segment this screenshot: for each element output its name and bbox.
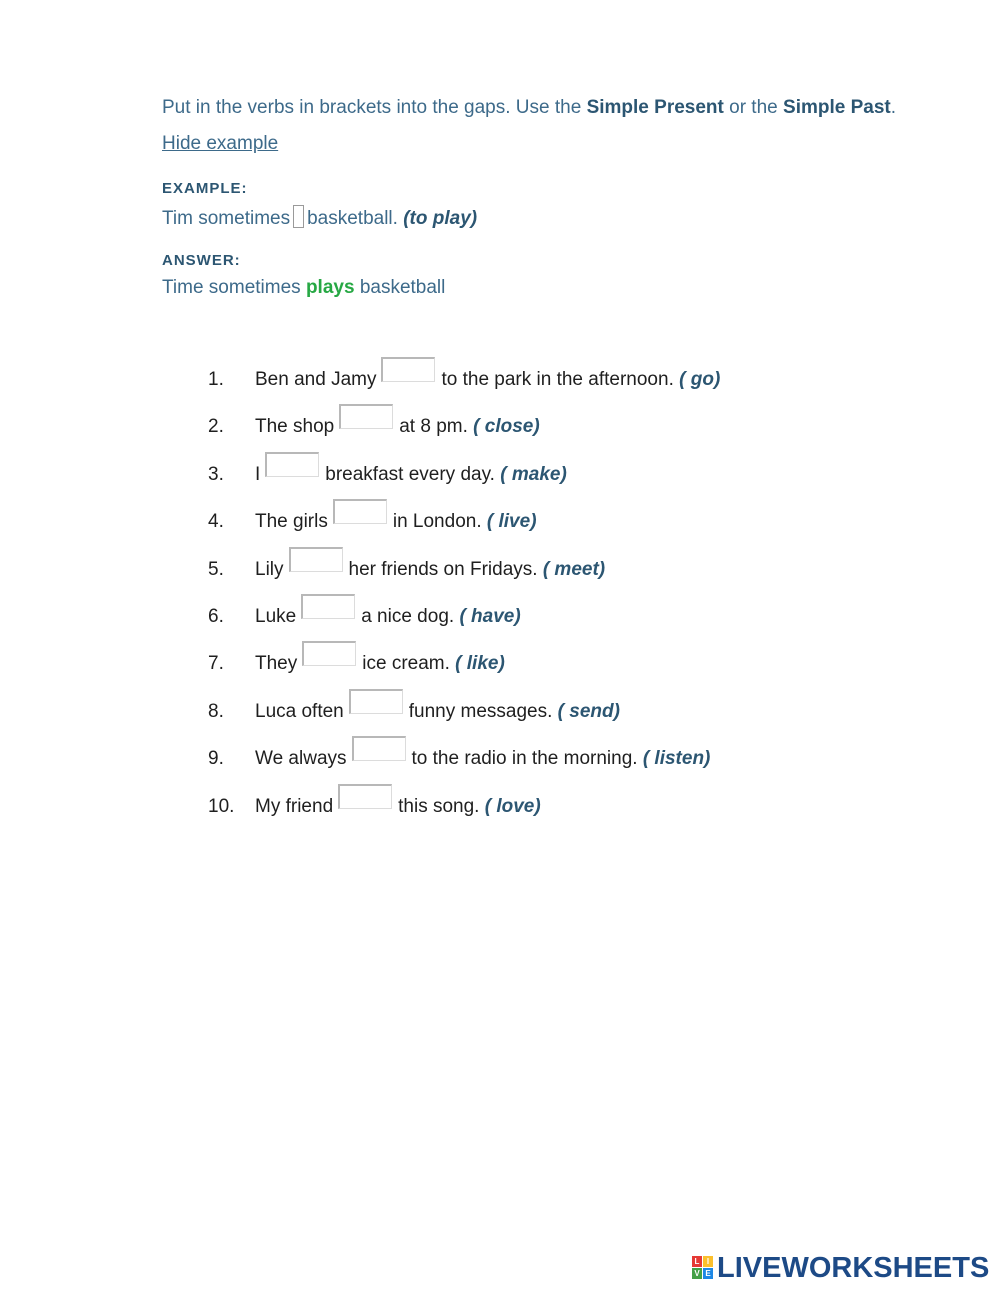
logo-block-i: I bbox=[703, 1256, 713, 1267]
answer-gap-input[interactable] bbox=[381, 357, 435, 382]
instructions-text-3: . bbox=[890, 97, 897, 118]
question-text-after: this song. bbox=[398, 796, 480, 817]
question-text-before: Luca often bbox=[255, 701, 344, 722]
question-text-after: funny messages. bbox=[408, 701, 553, 722]
question-number: 2. bbox=[208, 416, 224, 437]
instructions-bold-simple-past: Simple Past bbox=[783, 97, 891, 118]
verb-hint: ( go) bbox=[679, 369, 721, 390]
example-hint: (to play) bbox=[403, 208, 478, 229]
answer-gap-input[interactable] bbox=[265, 452, 319, 477]
question-text-before: The shop bbox=[255, 416, 335, 437]
question-text-before: I bbox=[255, 464, 261, 485]
question-item bbox=[0, 689, 1000, 729]
answer-gap-input[interactable] bbox=[352, 736, 406, 761]
logo-block-e: E bbox=[703, 1268, 713, 1279]
question-sentence bbox=[255, 499, 537, 533]
verb-hint: ( listen) bbox=[642, 748, 711, 769]
question-text-before: Luke bbox=[255, 606, 297, 627]
answer-gap-input[interactable] bbox=[333, 499, 387, 524]
question-sentence bbox=[255, 784, 541, 818]
instructions bbox=[162, 97, 896, 119]
question-text-before: The girls bbox=[255, 511, 328, 532]
answer-highlight: plays bbox=[305, 277, 355, 298]
logo-block-v: V bbox=[692, 1268, 702, 1279]
verb-hint: ( send) bbox=[557, 701, 620, 722]
answer-gap-input[interactable] bbox=[301, 594, 355, 619]
question-sentence bbox=[255, 547, 605, 581]
answer-gap-input[interactable] bbox=[302, 641, 356, 666]
question-number: 1. bbox=[208, 369, 224, 390]
question-item bbox=[0, 357, 1000, 397]
verb-hint: ( make) bbox=[500, 464, 567, 485]
question-sentence bbox=[255, 357, 720, 391]
question-text-before: Lily bbox=[255, 559, 284, 580]
question-item bbox=[0, 736, 1000, 776]
question-text-after: breakfast every day. bbox=[325, 464, 495, 485]
question-text-after: her friends on Fridays. bbox=[348, 559, 538, 580]
answer-after: basketball bbox=[359, 277, 446, 298]
answer-sentence bbox=[162, 277, 445, 299]
verb-hint: ( close) bbox=[473, 416, 540, 437]
question-text-before: My friend bbox=[255, 796, 334, 817]
example-gap-box bbox=[293, 205, 304, 228]
question-item bbox=[0, 594, 1000, 634]
answer-before: Time sometimes bbox=[162, 277, 301, 298]
question-sentence bbox=[255, 641, 505, 675]
answer-gap-input[interactable] bbox=[339, 404, 393, 429]
verb-hint: ( have) bbox=[459, 606, 521, 627]
instructions-text-2: or the bbox=[723, 97, 784, 118]
question-sentence bbox=[255, 404, 540, 438]
question-text-after: in London. bbox=[392, 511, 482, 532]
example-label: EXAMPLE: bbox=[162, 180, 248, 197]
question-item bbox=[0, 499, 1000, 539]
question-text-after: to the park in the afternoon. bbox=[441, 369, 674, 390]
question-item bbox=[0, 404, 1000, 444]
question-item bbox=[0, 547, 1000, 587]
instructions-bold-simple-present: Simple Present bbox=[586, 97, 724, 118]
instructions-text-1: Put in the verbs in brackets into the gaps. Use the bbox=[162, 97, 587, 118]
verb-hint: ( love) bbox=[484, 796, 541, 817]
liveworksheets-logo bbox=[692, 1253, 989, 1283]
answer-gap-input[interactable] bbox=[349, 689, 403, 714]
logo-text: LIVEWORKSHEETS bbox=[717, 1252, 990, 1284]
question-number: 10. bbox=[208, 796, 235, 817]
question-text-before: Ben and Jamy bbox=[255, 369, 377, 390]
question-sentence bbox=[255, 689, 620, 723]
question-text-before: They bbox=[255, 653, 298, 674]
logo-block-l: L bbox=[692, 1256, 702, 1267]
question-text-after: ice cream. bbox=[362, 653, 450, 674]
question-sentence bbox=[255, 736, 710, 770]
hide-example-link[interactable]: Hide example bbox=[162, 133, 279, 154]
answer-gap-input[interactable] bbox=[289, 547, 343, 572]
question-item bbox=[0, 452, 1000, 492]
verb-hint: ( like) bbox=[455, 653, 505, 674]
verb-hint: ( meet) bbox=[542, 559, 606, 580]
question-number: 8. bbox=[208, 701, 224, 722]
verb-hint: ( live) bbox=[486, 511, 537, 532]
question-number: 7. bbox=[208, 653, 224, 674]
question-text-after: to the radio in the morning. bbox=[411, 748, 638, 769]
question-sentence bbox=[255, 594, 521, 628]
logo-blocks-icon bbox=[692, 1256, 714, 1280]
question-item bbox=[0, 641, 1000, 681]
question-number: 4. bbox=[208, 511, 224, 532]
question-number: 5. bbox=[208, 559, 224, 580]
question-sentence bbox=[255, 452, 567, 486]
question-number: 9. bbox=[208, 748, 224, 769]
example-sentence bbox=[162, 205, 477, 230]
answer-label: ANSWER: bbox=[162, 252, 241, 269]
question-number: 6. bbox=[208, 606, 224, 627]
example-after: basketball. bbox=[307, 208, 398, 229]
question-item bbox=[0, 784, 1000, 824]
question-text-before: We always bbox=[255, 748, 347, 769]
question-number: 3. bbox=[208, 464, 224, 485]
question-text-after: a nice dog. bbox=[361, 606, 455, 627]
question-text-after: at 8 pm. bbox=[399, 416, 468, 437]
answer-gap-input[interactable] bbox=[338, 784, 392, 809]
example-before: Tim sometimes bbox=[162, 208, 291, 229]
